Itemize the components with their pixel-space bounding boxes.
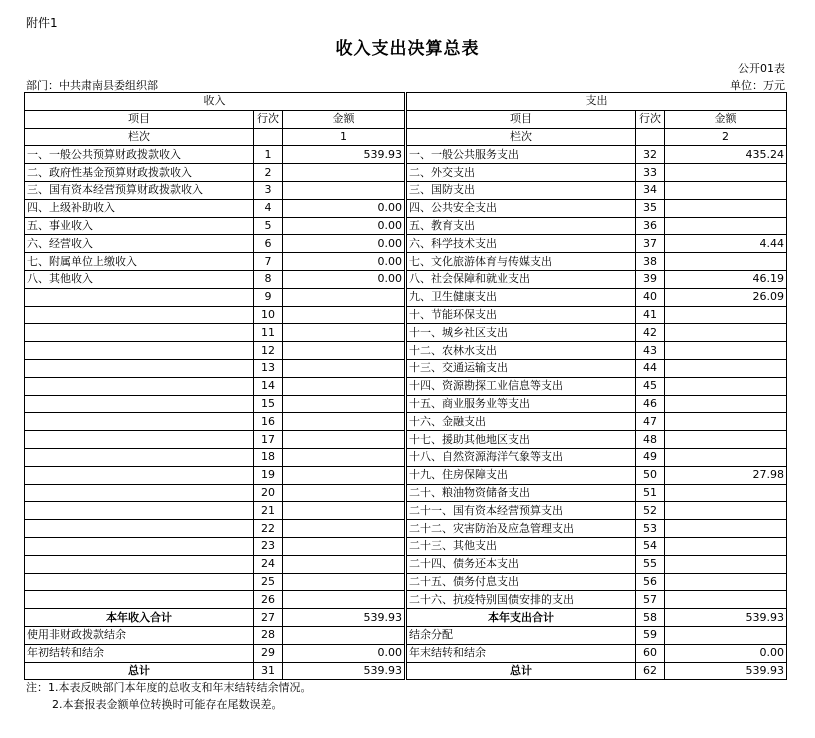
table-row (25, 324, 787, 342)
income-item-cell (25, 306, 254, 324)
expense-amount-cell (665, 573, 787, 591)
table-row (25, 662, 787, 680)
expense-line-cell: 34 (636, 181, 665, 199)
income-item-cell (25, 448, 254, 466)
income-amount-cell (283, 359, 405, 377)
table-row (25, 413, 787, 431)
expense-line-cell: 32 (636, 146, 665, 164)
expense-amount-cell (665, 395, 787, 413)
income-amount-cell (283, 502, 405, 520)
expense-item-cell: 二、外交支出 (407, 164, 636, 182)
expense-line-cell: 60 (636, 644, 665, 662)
income-item-cell: 七、附属单位上缴收入 (25, 253, 254, 271)
expense-line-cell: 41 (636, 306, 665, 324)
income-item-header: 项目 (25, 110, 254, 128)
income-amount-cell (283, 573, 405, 591)
income-column-number: 1 (283, 128, 405, 146)
income-amount-cell (283, 448, 405, 466)
income-amount-cell (283, 431, 405, 449)
income-amount-header: 金额 (283, 110, 405, 128)
table-row (25, 288, 787, 306)
expense-item-cell: 十、节能环保支出 (407, 306, 636, 324)
income-line-cell: 12 (254, 342, 283, 360)
income-item-cell (25, 591, 254, 609)
table-row (25, 573, 787, 591)
table-row (25, 626, 787, 644)
income-line-cell: 23 (254, 537, 283, 555)
income-line-cell: 15 (254, 395, 283, 413)
table-row (25, 466, 787, 484)
income-item-cell: 总计 (25, 662, 254, 680)
expense-line-cell: 62 (636, 662, 665, 680)
expense-item-cell: 总计 (407, 662, 636, 680)
department-label: 部门：中共肃南县委组织部 (26, 79, 158, 92)
expense-line-cell: 33 (636, 164, 665, 182)
table-row (25, 591, 787, 609)
income-item-cell: 四、上级补助收入 (25, 199, 254, 217)
column-header-row (25, 110, 787, 128)
expense-item-cell: 二十四、债务还本支出 (407, 555, 636, 573)
table-row (25, 431, 787, 449)
footnote-1: 注：1.本表反映部门本年度的总收支和年末结转结余情况。 (26, 681, 312, 694)
table-row (25, 235, 787, 253)
expense-item-cell: 十四、资源勘探工业信息等支出 (407, 377, 636, 395)
income-amount-cell (283, 288, 405, 306)
income-amount-cell: 539.93 (283, 146, 405, 164)
table-row (25, 270, 787, 288)
expense-item-cell: 七、文化旅游体育与传媒支出 (407, 253, 636, 271)
expense-amount-cell (665, 431, 787, 449)
income-line-cell: 3 (254, 181, 283, 199)
expense-item-cell: 十二、农林水支出 (407, 342, 636, 360)
income-lanci-label: 栏次 (25, 128, 254, 146)
table-row (25, 537, 787, 555)
expense-amount-cell (665, 181, 787, 199)
expense-amount-cell (665, 413, 787, 431)
income-item-cell (25, 324, 254, 342)
income-line-cell: 31 (254, 662, 283, 680)
expense-item-cell: 二十三、其他支出 (407, 537, 636, 555)
table-row (25, 644, 787, 662)
expense-amount-cell (665, 502, 787, 520)
expense-line-cell: 40 (636, 288, 665, 306)
income-line-cell: 18 (254, 448, 283, 466)
income-amount-cell (283, 377, 405, 395)
income-line-cell: 9 (254, 288, 283, 306)
expense-amount-cell (665, 199, 787, 217)
expense-amount-cell: 4.44 (665, 235, 787, 253)
income-line-cell: 14 (254, 377, 283, 395)
expense-amount-cell: 46.19 (665, 270, 787, 288)
income-amount-cell: 0.00 (283, 644, 405, 662)
income-amount-cell (283, 555, 405, 573)
expense-item-cell: 本年支出合计 (407, 609, 636, 627)
table-row (25, 502, 787, 520)
expense-amount-cell (665, 520, 787, 538)
income-line-cell: 26 (254, 591, 283, 609)
income-item-cell: 八、其他收入 (25, 270, 254, 288)
table-row (25, 448, 787, 466)
table-row (25, 199, 787, 217)
expense-line-cell: 51 (636, 484, 665, 502)
income-item-cell (25, 573, 254, 591)
expense-amount-header: 金额 (665, 110, 787, 128)
table-row (25, 484, 787, 502)
income-item-cell: 二、政府性基金预算财政拨款收入 (25, 164, 254, 182)
section-header-row (25, 93, 787, 111)
expense-item-cell: 十九、住房保障支出 (407, 466, 636, 484)
income-item-cell: 五、事业收入 (25, 217, 254, 235)
expense-line-cell: 50 (636, 466, 665, 484)
income-item-cell: 年初结转和结余 (25, 644, 254, 662)
column-number-row (25, 128, 787, 146)
income-line-cell: 8 (254, 270, 283, 288)
expense-line-cell: 48 (636, 431, 665, 449)
income-item-cell (25, 502, 254, 520)
income-line-cell: 2 (254, 164, 283, 182)
income-amount-cell (283, 413, 405, 431)
footnotes (26, 679, 312, 713)
income-item-cell (25, 537, 254, 555)
income-line-cell: 4 (254, 199, 283, 217)
income-line-cell: 16 (254, 413, 283, 431)
income-item-cell (25, 466, 254, 484)
income-item-cell (25, 395, 254, 413)
expense-amount-cell (665, 164, 787, 182)
income-line-cell: 1 (254, 146, 283, 164)
expense-amount-cell (665, 484, 787, 502)
income-item-cell (25, 484, 254, 502)
income-item-cell (25, 520, 254, 538)
income-amount-cell (283, 324, 405, 342)
expense-line-cell: 59 (636, 626, 665, 644)
table-row (25, 359, 787, 377)
income-item-cell: 一、一般公共预算财政拨款收入 (25, 146, 254, 164)
expense-amount-cell (665, 537, 787, 555)
expense-line-cell: 54 (636, 537, 665, 555)
income-item-cell: 使用非财政拨款结余 (25, 626, 254, 644)
table-row (25, 342, 787, 360)
expense-amount-cell (665, 342, 787, 360)
table-row (25, 146, 787, 164)
income-amount-cell (283, 466, 405, 484)
income-line-cell: 11 (254, 324, 283, 342)
income-amount-cell (283, 537, 405, 555)
expense-line-cell: 56 (636, 573, 665, 591)
expense-line-cell: 45 (636, 377, 665, 395)
expense-item-cell: 三、国防支出 (407, 181, 636, 199)
income-amount-cell (283, 306, 405, 324)
expense-amount-cell: 26.09 (665, 288, 787, 306)
table-row (25, 395, 787, 413)
expense-line-cell: 43 (636, 342, 665, 360)
income-line-cell: 6 (254, 235, 283, 253)
expense-line-cell: 53 (636, 520, 665, 538)
expense-item-cell: 二十二、灾害防治及应急管理支出 (407, 520, 636, 538)
income-line-cell: 22 (254, 520, 283, 538)
expense-item-cell: 十六、金融支出 (407, 413, 636, 431)
income-item-cell: 六、经营收入 (25, 235, 254, 253)
expense-item-cell: 二十五、债务付息支出 (407, 573, 636, 591)
expense-line-cell: 42 (636, 324, 665, 342)
expense-item-cell: 一、一般公共服务支出 (407, 146, 636, 164)
income-amount-cell (283, 164, 405, 182)
expense-amount-cell (665, 253, 787, 271)
expense-line-cell: 38 (636, 253, 665, 271)
expense-item-cell: 九、卫生健康支出 (407, 288, 636, 306)
expense-item-cell: 四、公共安全支出 (407, 199, 636, 217)
expense-line-cell: 49 (636, 448, 665, 466)
expense-item-cell: 二十六、抗疫特别国债安排的支出 (407, 591, 636, 609)
income-amount-cell: 539.93 (283, 662, 405, 680)
income-line-header: 行次 (254, 110, 283, 128)
income-amount-cell: 0.00 (283, 270, 405, 288)
income-item-cell (25, 555, 254, 573)
table-row (25, 377, 787, 395)
income-amount-cell: 0.00 (283, 199, 405, 217)
income-amount-cell (283, 626, 405, 644)
expense-item-cell: 十八、自然资源海洋气象等支出 (407, 448, 636, 466)
footnote-2: 2.本套报表金额单位转换时可能存在尾数误差。 (52, 698, 283, 711)
income-line-cell: 5 (254, 217, 283, 235)
income-line-cell: 21 (254, 502, 283, 520)
expense-amount-cell (665, 591, 787, 609)
income-item-cell (25, 413, 254, 431)
expense-amount-cell (665, 306, 787, 324)
table-row (25, 306, 787, 324)
expense-line-cell: 39 (636, 270, 665, 288)
income-line-cell: 10 (254, 306, 283, 324)
income-line-cell: 24 (254, 555, 283, 573)
table-row (25, 520, 787, 538)
expense-line-cell: 44 (636, 359, 665, 377)
expense-amount-cell (665, 377, 787, 395)
expense-amount-cell: 539.93 (665, 662, 787, 680)
income-item-cell (25, 377, 254, 395)
income-line-cell: 13 (254, 359, 283, 377)
income-amount-cell (283, 520, 405, 538)
expense-item-cell: 十一、城乡社区支出 (407, 324, 636, 342)
report-title: 收入支出决算总表 (335, 39, 480, 59)
income-line-cell: 25 (254, 573, 283, 591)
attachment-label: 附件1 (26, 16, 58, 30)
income-amount-cell (283, 591, 405, 609)
income-line-cell: 7 (254, 253, 283, 271)
expense-amount-cell: 539.93 (665, 609, 787, 627)
income-amount-cell (283, 395, 405, 413)
expense-line-cell: 36 (636, 217, 665, 235)
income-item-cell (25, 359, 254, 377)
income-item-cell: 本年收入合计 (25, 609, 254, 627)
expense-item-cell: 十三、交通运输支出 (407, 359, 636, 377)
expense-amount-cell (665, 217, 787, 235)
expense-line-header: 行次 (636, 110, 665, 128)
expense-amount-cell: 27.98 (665, 466, 787, 484)
income-amount-cell: 0.00 (283, 235, 405, 253)
expense-amount-cell (665, 626, 787, 644)
expense-line-cell: 37 (636, 235, 665, 253)
expense-item-cell: 六、科学技术支出 (407, 235, 636, 253)
expense-line-cell: 58 (636, 609, 665, 627)
expense-item-cell: 八、社会保障和就业支出 (407, 270, 636, 288)
income-amount-cell: 539.93 (283, 609, 405, 627)
income-line-cell: 28 (254, 626, 283, 644)
expense-item-cell: 十七、援助其他地区支出 (407, 431, 636, 449)
expense-line-cell: 35 (636, 199, 665, 217)
income-amount-cell: 0.00 (283, 217, 405, 235)
table-row (25, 609, 787, 627)
expense-amount-cell (665, 359, 787, 377)
income-line-cell: 19 (254, 466, 283, 484)
income-line-cell: 20 (254, 484, 283, 502)
expense-line-cell: 47 (636, 413, 665, 431)
income-item-cell (25, 431, 254, 449)
unit-label: 单位：万元 (730, 79, 785, 92)
expense-amount-cell (665, 448, 787, 466)
expense-line-cell: 52 (636, 502, 665, 520)
income-item-cell (25, 288, 254, 306)
income-line-cell: 27 (254, 609, 283, 627)
expense-line-cell: 55 (636, 555, 665, 573)
expense-item-cell: 年末结转和结余 (407, 644, 636, 662)
income-item-cell (25, 342, 254, 360)
income-amount-cell (283, 342, 405, 360)
expense-item-cell: 五、教育支出 (407, 217, 636, 235)
expense-amount-cell: 0.00 (665, 644, 787, 662)
table-row (25, 164, 787, 182)
income-line-cell: 29 (254, 644, 283, 662)
income-section-header: 收入 (25, 93, 405, 111)
expense-column-number: 2 (665, 128, 787, 146)
expense-section-header: 支出 (407, 93, 787, 111)
income-amount-cell: 0.00 (283, 253, 405, 271)
income-item-cell: 三、国有资本经营预算财政拨款收入 (25, 181, 254, 199)
expense-amount-cell: 435.24 (665, 146, 787, 164)
expense-item-cell: 结余分配 (407, 626, 636, 644)
expense-item-header: 项目 (407, 110, 636, 128)
expense-line-cell: 57 (636, 591, 665, 609)
form-number: 公开01表 (738, 62, 785, 75)
table-row (25, 253, 787, 271)
expense-item-cell: 二十一、国有资本经营预算支出 (407, 502, 636, 520)
expense-line-cell: 46 (636, 395, 665, 413)
table-row (25, 555, 787, 573)
income-expense-table (24, 92, 787, 680)
expense-amount-cell (665, 324, 787, 342)
income-line-cell: 17 (254, 431, 283, 449)
expense-lanci-label: 栏次 (407, 128, 636, 146)
expense-amount-cell (665, 555, 787, 573)
income-amount-cell (283, 181, 405, 199)
expense-item-cell: 十五、商业服务业等支出 (407, 395, 636, 413)
expense-item-cell: 二十、粮油物资储备支出 (407, 484, 636, 502)
table-row (25, 217, 787, 235)
income-amount-cell (283, 484, 405, 502)
table-row (25, 181, 787, 199)
